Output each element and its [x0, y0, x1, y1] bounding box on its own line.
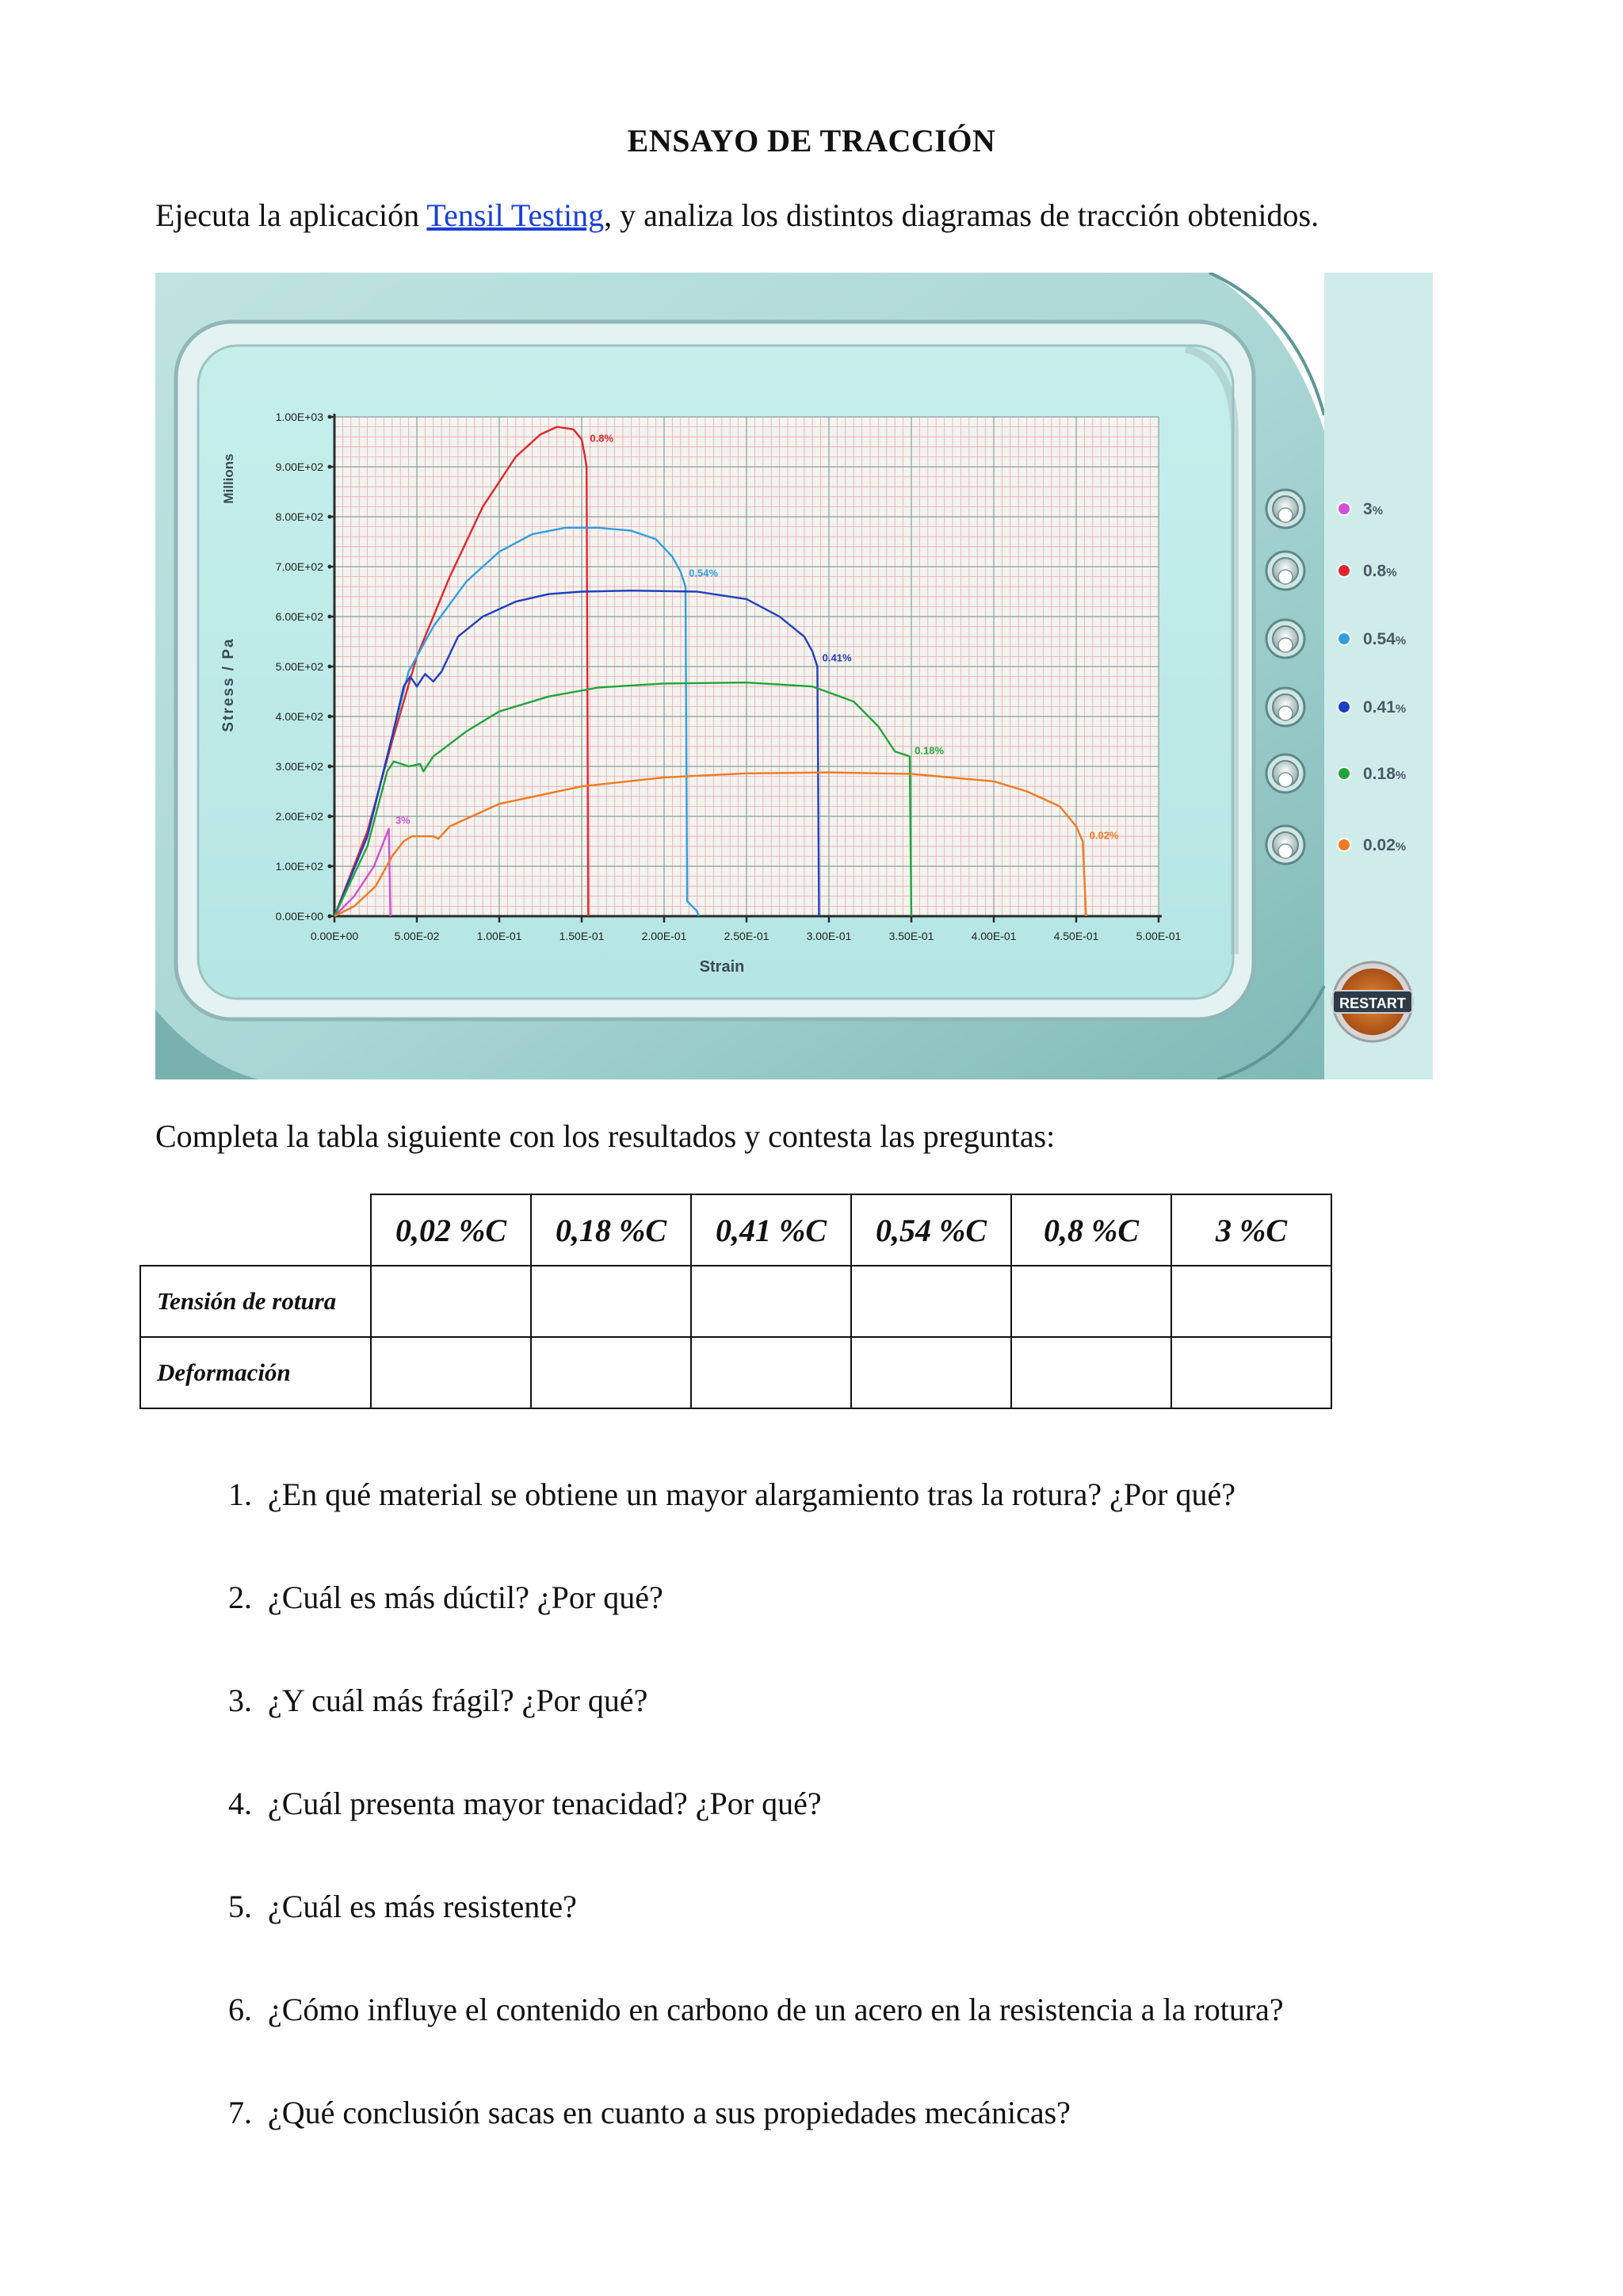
legend-unit: % [1395, 840, 1407, 854]
table-column-header: 0,02 %C [371, 1194, 531, 1266]
y-tick-dot [328, 415, 332, 419]
legend-value: 0.41 [1363, 698, 1396, 716]
knob-indicator [1278, 570, 1293, 584]
table-answer-cell[interactable] [371, 1266, 531, 1337]
legend-value: 0.18 [1363, 765, 1396, 783]
table-row-label: Deformación [140, 1337, 371, 1408]
question-number: 7. [228, 2095, 252, 2130]
question-number: 4. [228, 1786, 252, 1821]
curve-annotation: 0.54% [689, 567, 719, 579]
curve-annotation: 0.02% [1089, 829, 1119, 842]
table-answer-cell[interactable] [691, 1266, 851, 1337]
knob-indicator [1278, 773, 1293, 787]
y-tick-label: 4.00E+02 [275, 710, 323, 723]
table-answer-cell[interactable] [371, 1337, 531, 1408]
y-tick-label: 9.00E+02 [275, 460, 323, 473]
knob-indicator [1278, 706, 1293, 720]
x-tick-label: 5.00E-02 [394, 930, 440, 942]
question-item [155, 1471, 1284, 1574]
y-tick-dot [328, 465, 332, 469]
legend-color-dot [1338, 767, 1350, 780]
tensil-testing-link[interactable]: Tensil Testing [426, 197, 605, 233]
legend-color-dot [1338, 502, 1350, 515]
y-tick-label: 8.00E+02 [275, 510, 323, 523]
y-tick-label: 3.00E+02 [275, 760, 323, 773]
question-list [155, 1471, 1284, 2192]
table-answer-cell[interactable] [1171, 1337, 1331, 1408]
table-row [140, 1337, 1331, 1408]
table-answer-cell[interactable] [851, 1266, 1011, 1337]
legend-value: 0.54 [1363, 630, 1396, 648]
curve-toggle-knob[interactable] [1266, 620, 1304, 658]
legend-color-dot [1338, 564, 1350, 577]
question-number: 1. [228, 1477, 252, 1512]
curve-annotation: 0.41% [822, 651, 852, 664]
question-item [155, 2089, 1284, 2192]
results-table [139, 1194, 1332, 1409]
y-tick-dot [328, 565, 332, 569]
legend-unit: % [1395, 769, 1407, 782]
legend-unit: % [1395, 702, 1407, 716]
question-number: 6. [228, 1992, 252, 2027]
y-tick-label: 5.00E+02 [275, 660, 323, 673]
knob-indicator [1278, 508, 1293, 522]
table-column-header: 0,18 %C [531, 1194, 691, 1266]
y-tick-dot [328, 715, 332, 719]
question-text: ¿Cuál presenta mayor tenacidad? ¿Por qué? [268, 1786, 822, 1821]
question-text: ¿Cuál es más resistente? [268, 1889, 577, 1924]
curve-toggle-knob[interactable] [1266, 826, 1304, 864]
legend-color-dot [1338, 701, 1350, 713]
question-number: 3. [228, 1683, 252, 1718]
y-tick-label: 0.00E+00 [275, 910, 323, 923]
y-axis-label: Stress / Pa [220, 637, 237, 732]
table-answer-cell[interactable] [851, 1337, 1011, 1408]
table-column-header: 3 %C [1171, 1194, 1331, 1266]
y-tick-label: 7.00E+02 [275, 560, 323, 573]
y-tick-label: 1.00E+02 [275, 860, 323, 873]
knob-indicator [1278, 638, 1293, 652]
question-number: 2. [228, 1580, 252, 1615]
legend-value: 3 [1363, 500, 1373, 518]
y-tick-dot [328, 915, 332, 919]
question-item [155, 1986, 1284, 2089]
curve-toggle-knob[interactable] [1266, 755, 1304, 793]
legend-value: 0.02 [1363, 836, 1396, 854]
y-tick-dot [328, 665, 332, 669]
curve-annotation: 0.18% [915, 744, 945, 757]
question-item [155, 1780, 1284, 1883]
knob-indicator [1278, 844, 1293, 858]
question-text: ¿En qué material se obtiene un mayor alargamiento tras la rotura? ¿Por qué? [268, 1477, 1235, 1512]
table-answer-cell[interactable] [1011, 1337, 1171, 1408]
y-tick-dot [328, 815, 332, 819]
curve-toggle-knob[interactable] [1266, 688, 1304, 726]
y-unit-millions: Millions [221, 453, 236, 504]
table-row [140, 1266, 1331, 1337]
question-text: ¿Qué conclusión sacas en cuanto a sus propiedades mecánicas? [268, 2095, 1071, 2130]
table-answer-cell[interactable] [691, 1337, 851, 1408]
question-text: ¿Cómo influye el contenido en carbono de un acero en la resistencia a la rotura? [268, 1992, 1284, 2027]
restart-button[interactable] [1333, 962, 1412, 1041]
table-answer-cell[interactable] [531, 1337, 691, 1408]
y-tick-label: 6.00E+02 [275, 610, 323, 623]
curve-annotation: 3% [395, 814, 411, 827]
y-tick-dot [328, 865, 332, 869]
legend-color-dot [1338, 632, 1350, 645]
tensile-testing-app-screenshot [155, 273, 1433, 1079]
table-corner-cell [140, 1194, 371, 1266]
x-tick-label: 0.00E+00 [310, 930, 359, 942]
intro-text-after: , y analiza los distintos diagramas de tracción obtenidos. [604, 197, 1319, 233]
legend-color-dot [1338, 839, 1350, 851]
x-tick-label: 5.00E-01 [1136, 930, 1182, 942]
x-tick-label: 2.50E-01 [724, 930, 769, 942]
intro-text-before: Ejecuta la aplicación [155, 197, 427, 233]
table-row-label: Tensión de rotura [140, 1266, 371, 1337]
intro-paragraph [155, 197, 1319, 234]
stress-strain-chart [276, 411, 1182, 942]
x-tick-label: 1.00E-01 [476, 930, 522, 942]
x-tick-label: 4.00E-01 [971, 930, 1017, 942]
legend-unit: % [1386, 566, 1397, 579]
table-column-header: 0,54 %C [851, 1194, 1011, 1266]
question-item [155, 1883, 1284, 1986]
restart-label: RESTART [1339, 995, 1406, 1011]
question-item [155, 1677, 1284, 1780]
question-text: ¿Y cuál más frágil? ¿Por qué? [268, 1683, 648, 1718]
curve-annotation: 0.8% [590, 432, 614, 445]
table-column-header: 0,41 %C [691, 1194, 851, 1266]
x-tick-label: 4.50E-01 [1053, 930, 1099, 942]
curve-toggle-knob[interactable] [1266, 552, 1304, 590]
x-tick-label: 1.50E-01 [559, 930, 605, 942]
table-answer-cell[interactable] [1171, 1266, 1331, 1337]
table-answer-cell[interactable] [531, 1266, 691, 1337]
table-header-row [140, 1194, 1331, 1266]
curve-toggle-knob[interactable] [1266, 490, 1304, 528]
table-answer-cell[interactable] [1011, 1266, 1171, 1337]
question-item [155, 1574, 1284, 1677]
question-number: 5. [228, 1889, 252, 1924]
y-tick-dot [328, 515, 332, 519]
x-tick-label: 3.00E-01 [806, 930, 852, 942]
table-instructions: Completa la tabla siguiente con los resultados y contesta las preguntas: [155, 1118, 1056, 1154]
question-text: ¿Cuál es más dúctil? ¿Por qué? [268, 1580, 663, 1615]
table-column-header: 0,8 %C [1011, 1194, 1171, 1266]
legend-unit: % [1372, 504, 1384, 518]
y-tick-dot [328, 615, 332, 619]
x-axis-label: Strain [699, 958, 745, 976]
x-tick-label: 3.50E-01 [888, 930, 934, 942]
legend-value: 0.8 [1363, 562, 1387, 580]
document-title: ENSAYO DE TRACCIÓN [627, 123, 996, 159]
y-tick-label: 2.00E+02 [275, 810, 323, 823]
x-tick-label: 2.00E-01 [641, 930, 687, 942]
y-tick-dot [328, 765, 332, 769]
legend-unit: % [1395, 634, 1407, 648]
y-tick-label: 1.00E+03 [275, 411, 323, 423]
